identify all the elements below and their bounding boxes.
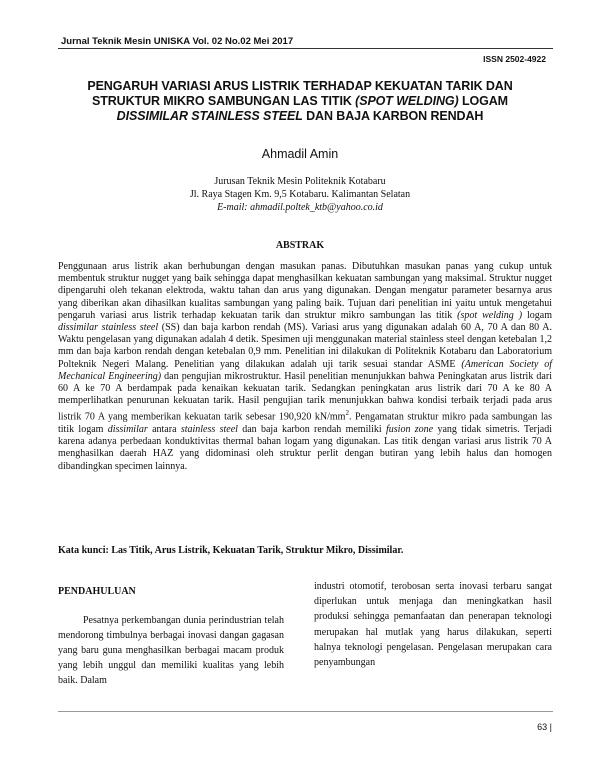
issn-label: ISSN 2502-4922: [483, 54, 546, 64]
intro-right-column: [314, 579, 552, 670]
affiliation-line-2: Jl. Raya Stagen Km. 9,5 Kotabaru. Kalimantan Selatan: [189, 189, 411, 200]
abstract-paragraph: Penggunaan arus listrik akan berhubungan dengan masukan panas. Dibutuhkan masukan panas yang cukup untuk membentuk struktur nugget yang baik sehingga dapat menghasilkan kekuatan sambungan yang maksimal. Struktur nugget dipengaruhi oleh tekanan elektroda, waktu tahan dan arus yang digunakan. Dengan mengatur parameter besarnya arus yang diberikan akan dihasilkan kualitas sambungan yang paling baik. Tujuan dari penelitian ini yaitu untuk mengetahui pengaruh variasi arus listrik terhadap kekuatan tarik dan struktur mikro sambungan las titik (spot welding ) logam dissimilar stainless steel (SS) dan baja karbon rendah (MS). Variasi arus yang digunakan adalah 60 A, 70 A dan 80 A. Waktu pengelasan yang digunakan adalah 4 detik. Spesimen uji menggunakan material stainless steel dengan ketebalan 1,2 mm dan baja karbon rendah dengan ketebalan 0,9 mm. Penelitian ini dilakukan di Politeknik Kotabaru dan Laboratorium Polteknik Negeri Malang. Penelitian yang dilakukan adalah uji tarik sesuai standar ASME (American Society of Mechanical Engineering) dan pengujian mikrostruktur. Hasil penelitian menunjukkan bahwa Peningkatan arus listrik dari 60 A ke 70 A berdampak pada kenaikan kekuatan tarik. Sedangkan peningkatan arus listrik dari 70 A ke 80 A memperlihatkan penurunan kekuatan tarik. Hasil pengujian tarik menunjukkan bahwa kondisi terbaik terjadi pada arus listrik 70 A yang memberikan kekuatan tarik sebesar 190,920 $kN/mm^2$. Pengamatan struktur mikro pada sambungan las titik logam dissimilar antara stainless steel dan baja karbon rendah memiliki fusion zone yang tidak simetris. Terjadi karena adanya perbedaan konduktivitas thermal bahan logam yang digunakan. Las titik dengan variasi arus listrik 70 A menghasilkan daerah HAZ yang didominasi oleh struktur perlit dengan butiran yang lebih halus dan homogen dibandingkan specimen lainnya.: [58, 261, 553, 472]
abstract-body: [58, 261, 552, 473]
author-name: Ahmadil Amin: [261, 147, 339, 161]
intro-right-text: industri otomotif, terobosan serta inovasi terbaru sangat diperlukan untuk menjaga dan meningkatkan hasil produksi sehingga pemanfaatan dan penerapan teknologi merupakan hal mutlak yang harus dilakukan, seperti halnya teknologi pengelasan. Pengelasan merupakan cara penyambungan: [314, 581, 552, 669]
page-number: 63 |: [537, 722, 552, 732]
header-rule: [58, 48, 553, 49]
footer-rule: [58, 711, 553, 712]
title-line-1: PENGARUH VARIASI ARUS LISTRIK TERHADAP KEKUATAN TARIK DAN: [87, 79, 513, 93]
keywords: Kata kunci: Las Titik, Arus Listrik, Kekuatan Tarik, Struktur Mikro, Dissimilar.: [58, 545, 404, 556]
intro-left-column: [58, 584, 284, 688]
intro-left-text: Pesatnya perkembangan dunia perindustrian telah mendorong timbulnya berbagai inovasi dangan gagasan yang baru guna menghasilkan berbagai macam produk yang lebih unggul dan memiliki kualitas yang lebih baik. Dalam: [58, 615, 284, 686]
title-line-2: STRUKTUR MIKRO SAMBUNGAN LAS TITIK (SPOT WELDING) LOGAM: [91, 94, 508, 108]
abstract-heading: ABSTRAK: [275, 240, 325, 251]
affiliation-line-1: Jurusan Teknik Mesin Politeknik Kotabaru: [214, 176, 386, 187]
intro-heading: PENDAHULUAN: [58, 586, 136, 597]
title-line-3: DISSIMILAR STAINLESS STEEL DAN BAJA KARBON RENDAH: [116, 109, 484, 123]
affiliation: [0, 175, 600, 214]
paper-title: [40, 79, 560, 124]
journal-header: Jurnal Teknik Mesin UNISKA Vol. 02 No.02 Mei 2017: [61, 36, 294, 47]
author-email: E-mail: ahmadil.poltek_ktb@yahoo.co.id: [217, 202, 383, 213]
